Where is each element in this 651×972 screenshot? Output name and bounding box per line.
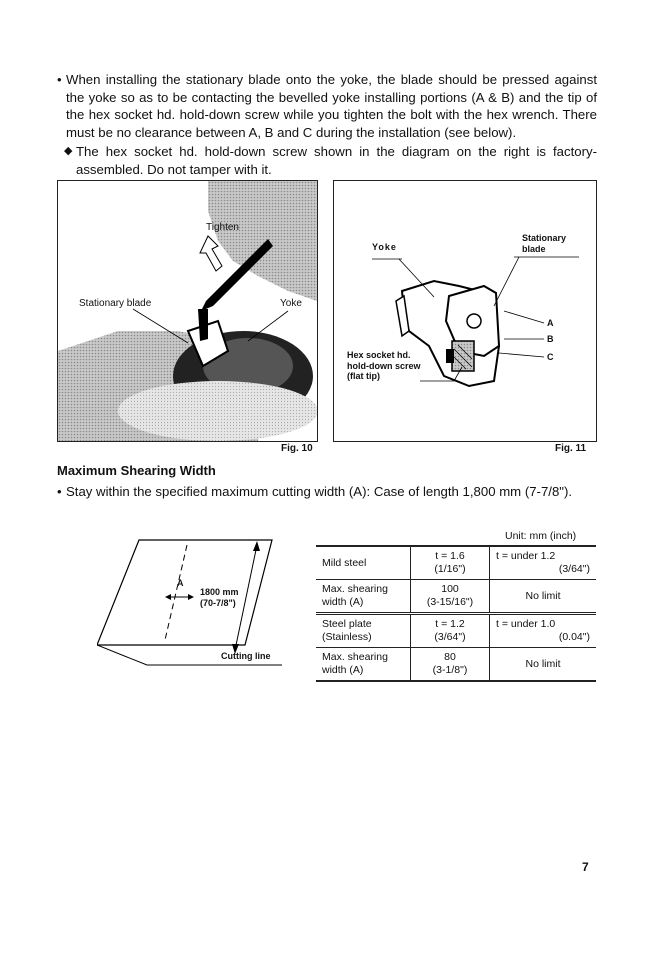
cell-text: t = under 1.0 — [496, 618, 556, 630]
cell-text: (3/64") — [558, 563, 590, 575]
label-line: 1800 mm — [200, 587, 239, 597]
figure-11-caption: Fig. 11 — [555, 443, 587, 454]
spec-table-wrapper — [316, 545, 596, 682]
cell-text: (3/64") — [434, 631, 466, 643]
diagram-sheet-cutting — [97, 535, 297, 675]
table-cell — [316, 546, 411, 580]
table-row — [316, 648, 596, 682]
paragraph-text: When installing the stationary blade onto the yoke, the blade should be pressed against the yoke so as to be contacting the bevelled yoke installing portions (A & B) and the tip of the hex socket hd. hold-down screw while you tighten the bolt with the hex wrench. There must be no clearance between A, B and C during the installation (see below). — [66, 72, 597, 140]
cell-text: (1/16") — [434, 563, 466, 575]
label-line: Stationary — [522, 233, 567, 243]
table-row — [316, 614, 596, 648]
cell-text: Mild steel — [322, 556, 367, 569]
cell-text: (Stainless) — [322, 631, 372, 643]
cell-text: t = under 1.2 — [496, 550, 556, 562]
cell-text: No limit — [525, 589, 561, 602]
label-a: A — [177, 578, 184, 588]
table-cell — [316, 580, 411, 614]
table-row — [316, 580, 596, 614]
label-c: C — [547, 352, 554, 362]
spec-table — [316, 545, 596, 682]
table-cell — [411, 648, 490, 682]
table-cell — [411, 546, 490, 580]
label-line: hold-down screw — [347, 360, 421, 371]
cell-text: width (A) — [322, 664, 364, 676]
figure-10-caption: Fig. 10 — [281, 443, 313, 454]
label-tighten: Tighten — [206, 222, 239, 233]
cell-text: (3-1/8") — [432, 664, 468, 676]
figure-11-diagram — [333, 180, 597, 442]
cell-text: width (A) — [322, 596, 364, 608]
paragraph-installation — [57, 71, 597, 141]
table-cell — [490, 648, 597, 682]
label-a: A — [547, 318, 554, 328]
cell-text: t = 1.6 — [435, 550, 465, 562]
table-cell — [411, 580, 490, 614]
photo-hand-tightening-blade — [58, 181, 317, 441]
cell-text: Steel plate — [322, 618, 372, 630]
cell-text: 100 — [441, 583, 459, 595]
cell-text: No limit — [525, 657, 561, 670]
bullet: • — [57, 484, 62, 499]
label-stationary-blade: Stationary blade — [79, 298, 152, 309]
cell-text: 80 — [444, 651, 456, 663]
table-cell — [490, 546, 597, 580]
unit-label: Unit: mm (inch) — [505, 530, 577, 542]
cell-text: (0.04") — [558, 631, 590, 643]
table-row — [316, 546, 596, 580]
label-yoke: Yoke — [280, 298, 302, 309]
cell-text: Max. shearing — [322, 651, 388, 663]
cell-text: Max. shearing — [322, 583, 388, 595]
page-number: 7 — [582, 860, 589, 874]
cell-text: t = 1.2 — [435, 618, 465, 630]
table-cell — [316, 614, 411, 648]
section-heading: Maximum Shearing Width — [57, 463, 216, 478]
diagram-yoke-blade — [334, 181, 596, 441]
paragraph-factory-note — [64, 143, 597, 178]
label-line: Hex socket hd. — [347, 350, 411, 360]
paragraph-text: Stay within the specified maximum cutting width (A): Case of length 1,800 mm (7-7/8"). — [66, 484, 573, 499]
table-cell — [316, 648, 411, 682]
label-cutting-line: Cutting line — [221, 651, 271, 661]
label-yoke: Yoke — [372, 242, 397, 252]
table-cell — [411, 614, 490, 648]
label-length — [200, 587, 239, 609]
label-hex-screw — [347, 350, 421, 382]
label-line: blade — [522, 244, 546, 254]
label-line: (70-7/8") — [200, 598, 236, 608]
table-cell — [490, 580, 597, 614]
label-line: (flat tip) — [347, 371, 380, 381]
figure-10-photo — [57, 180, 318, 442]
diamond-bullet: ◆ — [64, 145, 73, 157]
cell-text: (3-15/16") — [426, 596, 474, 608]
label-b: B — [547, 334, 554, 344]
table-cell — [490, 614, 597, 648]
label-stationary-blade — [522, 233, 566, 255]
paragraph-text: The hex socket hd. hold-down screw shown in the diagram on the right is factory-assembled. Do not tamper with it. — [76, 144, 597, 177]
bullet: • — [57, 72, 62, 87]
paragraph-max-width — [57, 483, 597, 501]
